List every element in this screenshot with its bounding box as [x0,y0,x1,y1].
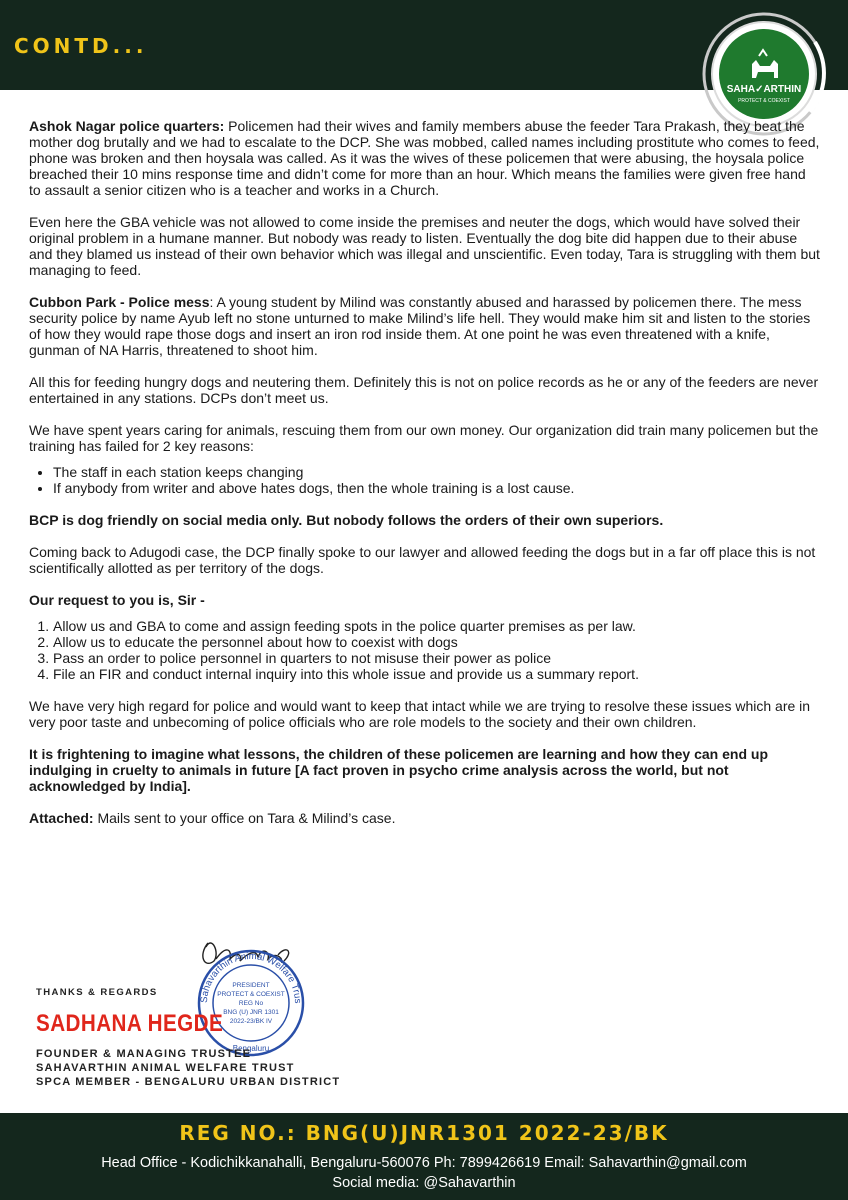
svg-text:PROTECT & COEXIST: PROTECT & COEXIST [738,98,790,104]
reasons-list [29,464,821,496]
contd-label: CONTD... [14,34,148,58]
stamp-ring-text: Sahavarthin Animal Welfare Trus [198,950,304,1004]
stamp-line: BNG (U) JNR 1301 [223,1009,279,1016]
request-heading-text: Our request to you is, Sir - [29,592,205,608]
footer-band [0,1113,848,1200]
paragraph-feeding: All this for feeding hungry dogs and neutering them. Definitely this is not on police records as he or any of the feeders are never entertained in any stations. DCPs don’t meet us. [29,374,819,406]
cubbon-park-text: : A young student by Milind was constantly abused and harassed by policemen there. The mess security police by name Ayub left no stone unturned to make Milind’s life hell. They would make him sit and listen to the stories of how they would rape those dogs and insert an iron rod inside them. At one point he was even threatened with a knife, gunman of NA Harris, threatened to shoot him. [29,294,811,358]
paragraph-attached [29,810,821,826]
request-item: 2. Allow us to educate the personnel about how to coexist with dogs [53,634,821,650]
cubbon-park-label: Cubbon Park - Police mess [29,294,210,310]
letter-body [29,118,821,842]
request-item: 3. Pass an order to police personnel in quarters to not misuse their power as police [53,650,821,666]
stamp-line: PROTECT & COEXIST [217,991,285,998]
paragraph-frightening [29,746,821,794]
attached-label: Attached: [29,810,94,826]
attached-text: Mails sent to your office on Tara & Milind’s case. [93,810,396,826]
signatory-spca: SPCA MEMBER - BENGALURU URBAN DISTRICT [36,1076,341,1088]
request-item: 4. File an FIR and conduct internal inquiry into this whole issue and provide us a summary report. [53,666,821,682]
requests-list [29,618,821,682]
social-media-info: Social media: @Sahavarthin [332,1175,516,1191]
svg-text:SAHA✓ARTHIN: SAHA✓ARTHIN [726,84,802,95]
paragraph-gba-vehicle: Even here the GBA vehicle was not allowed to come inside the premises and neuter the dogs, which would have solved their original problem in a humane manner. But nobody was ready to listen. Eventually the dog bite did happen due to their abuse and they blamed us instead of their own behavior which was illegal and unscientific. Even today, Tara is struggling with them but managing to feed. [29,214,820,278]
paragraph-cubbon-park [29,294,821,358]
stamp-line: 2022-23/BK IV [229,1018,273,1025]
request-item: 1. Allow us and GBA to come and assign feeding spots in the police quarter premises as per law. [53,618,821,634]
frightening-text: It is frightening to imagine what lessons, the children of these policemen are learning and how they can end up indulging in cruelty to animals in future [A fact proven in psycho crime analysis across the world, but not acknowledged by India]. [29,746,769,794]
signatory-name: SADHANA HEGDE [36,1010,224,1037]
stamp-line: PRESIDENT [232,982,270,989]
request-heading [29,592,821,608]
reason-item: • The staff in each station keeps changing [53,464,821,480]
stamp-bottom-text: Bengaluru [232,1044,270,1053]
stamp-line: REG No [238,1000,264,1007]
reason-item: • If anybody from writer and above hates dogs, then the whole training is a lost cause. [53,480,821,496]
bcp-statement: BCP is dog friendly on social media only. But nobody follows the orders of their own superiors. [29,512,664,528]
head-office-info: Head Office - Kodichikkanahalli, Bengaluru-560076 Ph: 7899426619 Email: Sahavarthin@gmail.com [101,1155,747,1171]
paragraph-training: We have spent years caring for animals, rescuing them from our own money. Our organization did train many policemen but the training has failed for 2 key reasons: [29,422,819,454]
signatory-trust: SAHAVARTHIN ANIMAL WELFARE TRUST [36,1062,295,1074]
thanks-regards: THANKS & REGARDS [36,987,158,998]
ashok-nagar-text: Policemen had their wives and family members abuse the feeder Tara Prakash, they beat the mother dog brutally and we had to escalate to the DCP. She was mobbed, called names including prostitute who comes to feed, phone was broken and then hoysala was called. As it was the wives of these policemen that were abusing, the hoysala police breached their 10 mins response time and didn’t come for more than an hour. Which means the families were given free hand to assault a senior citizen who is a teacher and works in a Church. [29,118,820,198]
paragraph-adugodi: Coming back to Adugodi case, the DCP finally spoke to our lawyer and allowed feeding the dogs but in a far off place this is not scientifically allotted as per territory of the dogs. [29,544,816,576]
paragraph-ashok-nagar [29,118,821,198]
signature-block [36,920,436,1100]
ashok-nagar-label: Ashok Nagar police quarters: [29,118,225,134]
signatory-title: FOUNDER & MANAGING TRUSTEE [36,1048,252,1060]
registration-number: REG NO.: BNG(U)JNR1301 2022-23/BK [179,1121,669,1145]
paragraph-regard: We have very high regard for police and would want to keep that intact while we are trying to resolve these issues which are in very poor taste and unbecoming of police officials who are role models to the society and their own children. [29,698,811,730]
paragraph-bcp [29,512,821,528]
